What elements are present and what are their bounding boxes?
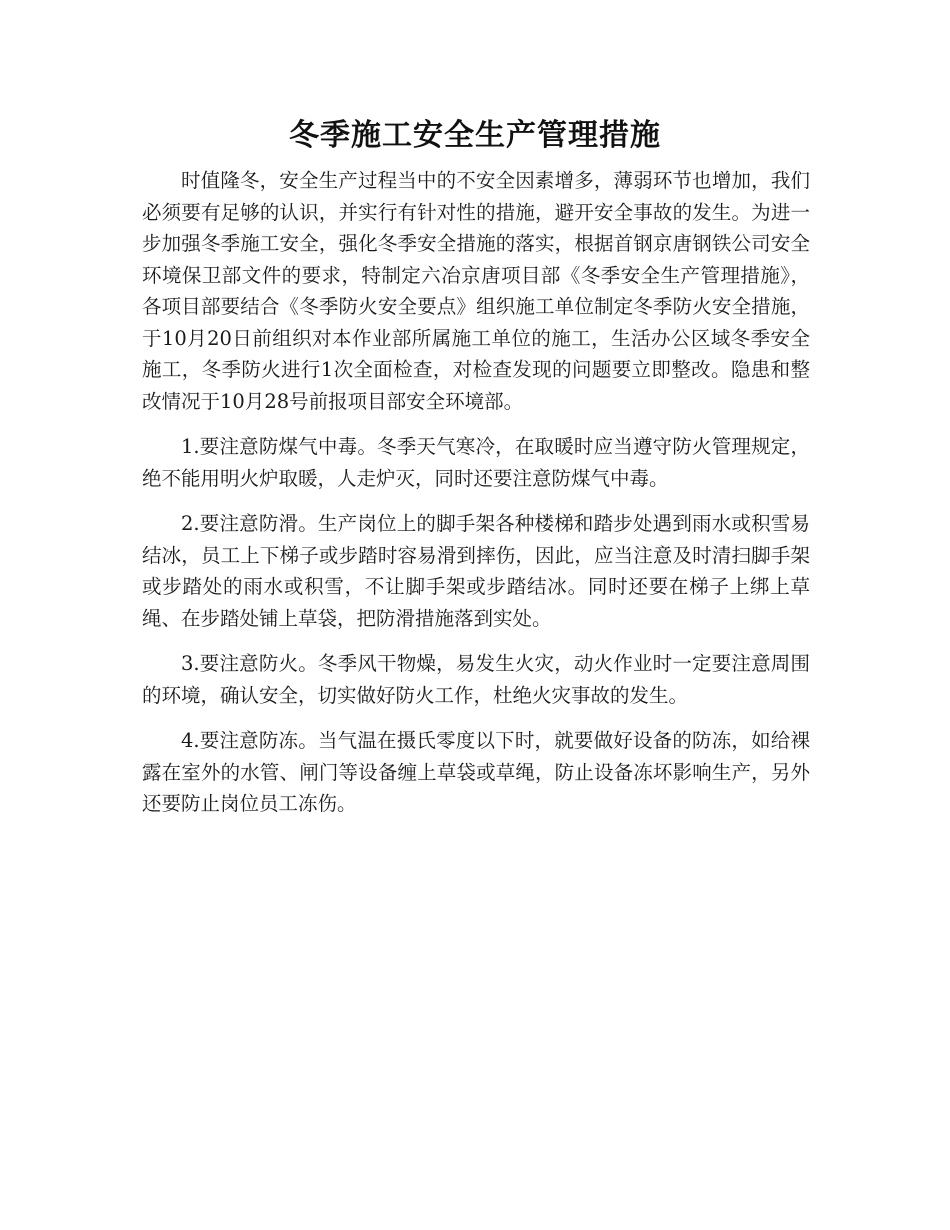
intro-paragraph: 时值隆冬，安全生产过程当中的不安全因素增多，薄弱环节也增加，我们必须要有足够的认识，并实行有针对性的措施，避开安全事故的发生。为进一步加强冬季施工安全，强化冬季安全措施的落实，根据首钢京唐钢铁公司安全环境保卫部文件的要求，特制定六冶京唐项目部《冬季安全生产管理措施》，各项目部要结合《冬季防火安全要点》组织施工单位制定冬季防火安全措施，于10月20日前组织对本作业部所属施工单位的施工，生活办公区域冬季安全施工，冬季防火进行1次全面检查，对检查发现的问题要立即整改。隐患和整改情况于10月28号前报项目部安全环境部。 <box>142 169 810 413</box>
document-title: 冬季施工安全生产管理措施 <box>289 118 661 153</box>
item-paragraph-gas-poisoning: 1.要注意防煤气中毒。冬季天气寒冷，在取暖时应当遵守防火管理规定，绝不能用明火炉取暖，人走炉灭，同时还要注意防煤气中毒。 <box>142 435 810 490</box>
item-paragraph-anti-slip: 2.要注意防滑。生产岗位上的脚手架各种楼梯和踏步处遇到雨水或积雪易结冰，员工上下梯子或步踏时容易滑到摔伤，因此，应当注意及时清扫脚手架或步踏处的雨水或积雪，不让脚手架或步踏结冰。同时还要在梯子上绑上草绳、在步踏处铺上草袋，把防滑措施落到实处。 <box>142 512 810 630</box>
item-paragraph-fire-prevention: 3.要注意防火。冬季风干物燥，易发生火灾，动火作业时一定要注意周围的环境，确认安全，切实做好防火工作，杜绝火灾事故的发生。 <box>142 652 810 707</box>
item-paragraph-freeze-protection: 4.要注意防冻。当气温在摄氏零度以下时，就要做好设备的防冻，如给裸露在室外的水管、闸门等设备缠上草袋或草绳，防止设备冻坏影响生产，另外还要防止岗位员工冻伤。 <box>142 729 810 815</box>
document-body <box>142 165 810 834</box>
